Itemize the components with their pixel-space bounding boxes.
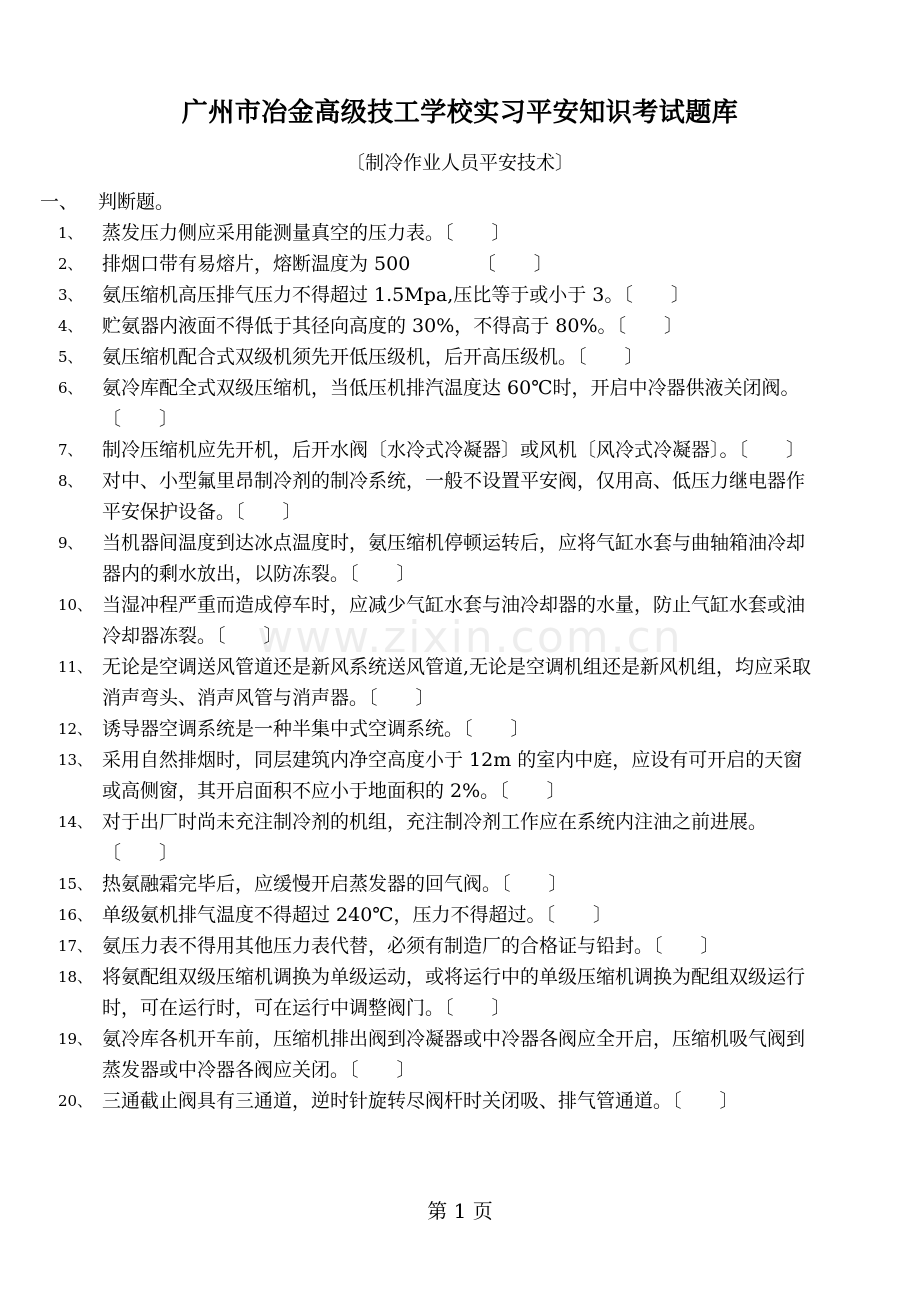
question-text: 单级氨机排气温度不得超过 240℃，压力不得超过。〔 〕 — [102, 904, 613, 926]
question-number: 20、 — [58, 1092, 93, 1110]
question-item — [0, 342, 920, 373]
watermark: www.zixin.com.cn — [257, 612, 683, 663]
question-item — [0, 1086, 920, 1117]
question-text: 制冷压缩机应先开机，后开水阀〔水冷式冷凝器〕或风机〔风冷式冷凝器〕。〔 〕 — [102, 439, 806, 461]
question-text: 氨冷库各机开车前，压缩机排出阀到冷凝器或中冷器各阀应全开启，压缩机吸气阀到蒸发器或中冷器各阀应关闭。〔 〕 — [102, 1028, 806, 1081]
question-number: 15、 — [58, 875, 93, 893]
question-item — [0, 466, 920, 528]
question-text: 蒸发压力侧应采用能测量真空的压力表。〔 〕 — [102, 222, 511, 244]
question-item — [0, 807, 920, 869]
question-text: 对中、小型氟里昂制冷剂的制冷系统，一般不设置平安阀，仅用高、低压力继电器作平安保护设备。〔 〕 — [102, 470, 806, 523]
question-item — [0, 714, 920, 745]
section-number: 一、 — [40, 191, 79, 213]
question-item — [0, 1024, 920, 1086]
question-item — [0, 900, 920, 931]
question-item — [0, 218, 920, 249]
question-text: 将氨配组双级压缩机调换为单级运动，或将运行中的单级压缩机调换为配组双级运行时，可在运行时，可在运行中调整阀门。〔 〕 — [102, 966, 806, 1019]
question-number: 12、 — [58, 720, 93, 738]
question-text: 当湿冲程严重而造成停车时，应减少气缸水套与油冷却器的水量，防止气缸水套或油冷却器冻裂。〔 〕 — [102, 594, 806, 647]
question-number: 18、 — [58, 968, 93, 986]
question-item — [0, 590, 920, 652]
question-number: 7、 — [58, 441, 83, 459]
question-list — [0, 218, 920, 1117]
section-heading — [40, 188, 174, 216]
question-text: 当机器间温度到达冰点温度时，氨压缩机停顿运转后，应将气缸水套与曲轴箱油冷却器内的剩水放出，以防冻裂。〔 〕 — [102, 532, 806, 585]
question-number: 4、 — [58, 317, 83, 335]
question-number: 3、 — [58, 286, 83, 304]
question-text: 氨压缩机配合式双级机须先开低压级机，后开高压级机。〔 〕 — [102, 346, 644, 368]
question-item — [0, 435, 920, 466]
question-text: 热氨融霜完毕后，应缓慢开启蒸发器的回气阀。〔 〕 — [102, 873, 568, 895]
question-item — [0, 652, 920, 714]
question-number: 1、 — [58, 224, 83, 242]
question-number: 6、 — [58, 379, 83, 397]
question-number: 2、 — [58, 255, 83, 273]
question-item — [0, 249, 920, 280]
question-number: 19、 — [58, 1030, 93, 1048]
question-text: 对于出厂时尚未充注制冷剂的机组，充注制冷剂工作应在系统内注油之前进展。〔 〕 — [102, 811, 768, 864]
question-text: 三通截止阀具有三通道，逆时针旋转尽阀杆时关闭吸、排气管通道。〔 〕 — [102, 1090, 739, 1112]
question-item — [0, 528, 920, 590]
question-text: 采用自然排烟时，同层建筑内净空高度小于 12m 的室内中庭，应设有可开启的天窗或高侧窗，其开启面积不应小于地面积的 2%。〔 〕 — [102, 749, 803, 802]
question-text: 排烟口带有易熔片，熔断温度为 500 〔 〕 — [102, 253, 553, 275]
question-number: 9、 — [58, 534, 83, 552]
question-number: 16、 — [58, 906, 93, 924]
question-text: 贮氨器内液面不得低于其径向高度的 30%，不得高于 80%。〔 〕 — [102, 315, 684, 337]
page-footer: 第 1 页 — [427, 1199, 493, 1223]
question-text: 诱导器空调系统是一种半集中式空调系统。〔 〕 — [102, 718, 530, 740]
question-number: 5、 — [58, 348, 83, 366]
question-number: 14、 — [58, 813, 93, 831]
question-text: 无论是空调送风管道还是新风系统送风管道,无论是空调机组还是新风机组，均应采取消声弯头、消声风管与消声器。〔 〕 — [102, 656, 812, 709]
page-subtitle: 〔制冷作业人员平安技术〕 — [345, 152, 574, 174]
question-item — [0, 280, 920, 311]
question-item — [0, 962, 920, 1024]
question-text: 氨冷库配全式双级压缩机，当低压机排汽温度达 60℃时，开启中冷器供液关闭阀。〔 〕 — [102, 377, 800, 430]
section-label: 判断题。 — [98, 191, 175, 213]
page-title: 广州市冶金高级技工学校实习平安知识考试题库 — [181, 98, 739, 128]
question-text: 氨压力表不得用其他压力表代替，必须有制造厂的合格证与铅封。〔 〕 — [102, 935, 720, 957]
question-item — [0, 745, 920, 807]
question-number: 17、 — [58, 937, 93, 955]
question-number: 11、 — [58, 658, 93, 676]
question-number: 8、 — [58, 472, 83, 490]
question-text: 氨压缩机高压排气压力不得超过 1.5Mpa,压比等于或小于 3。〔 〕 — [102, 284, 690, 306]
question-item — [0, 869, 920, 900]
question-number: 13、 — [58, 751, 93, 769]
question-item — [0, 311, 920, 342]
question-item — [0, 931, 920, 962]
question-number: 10、 — [58, 596, 93, 614]
question-item — [0, 373, 920, 435]
